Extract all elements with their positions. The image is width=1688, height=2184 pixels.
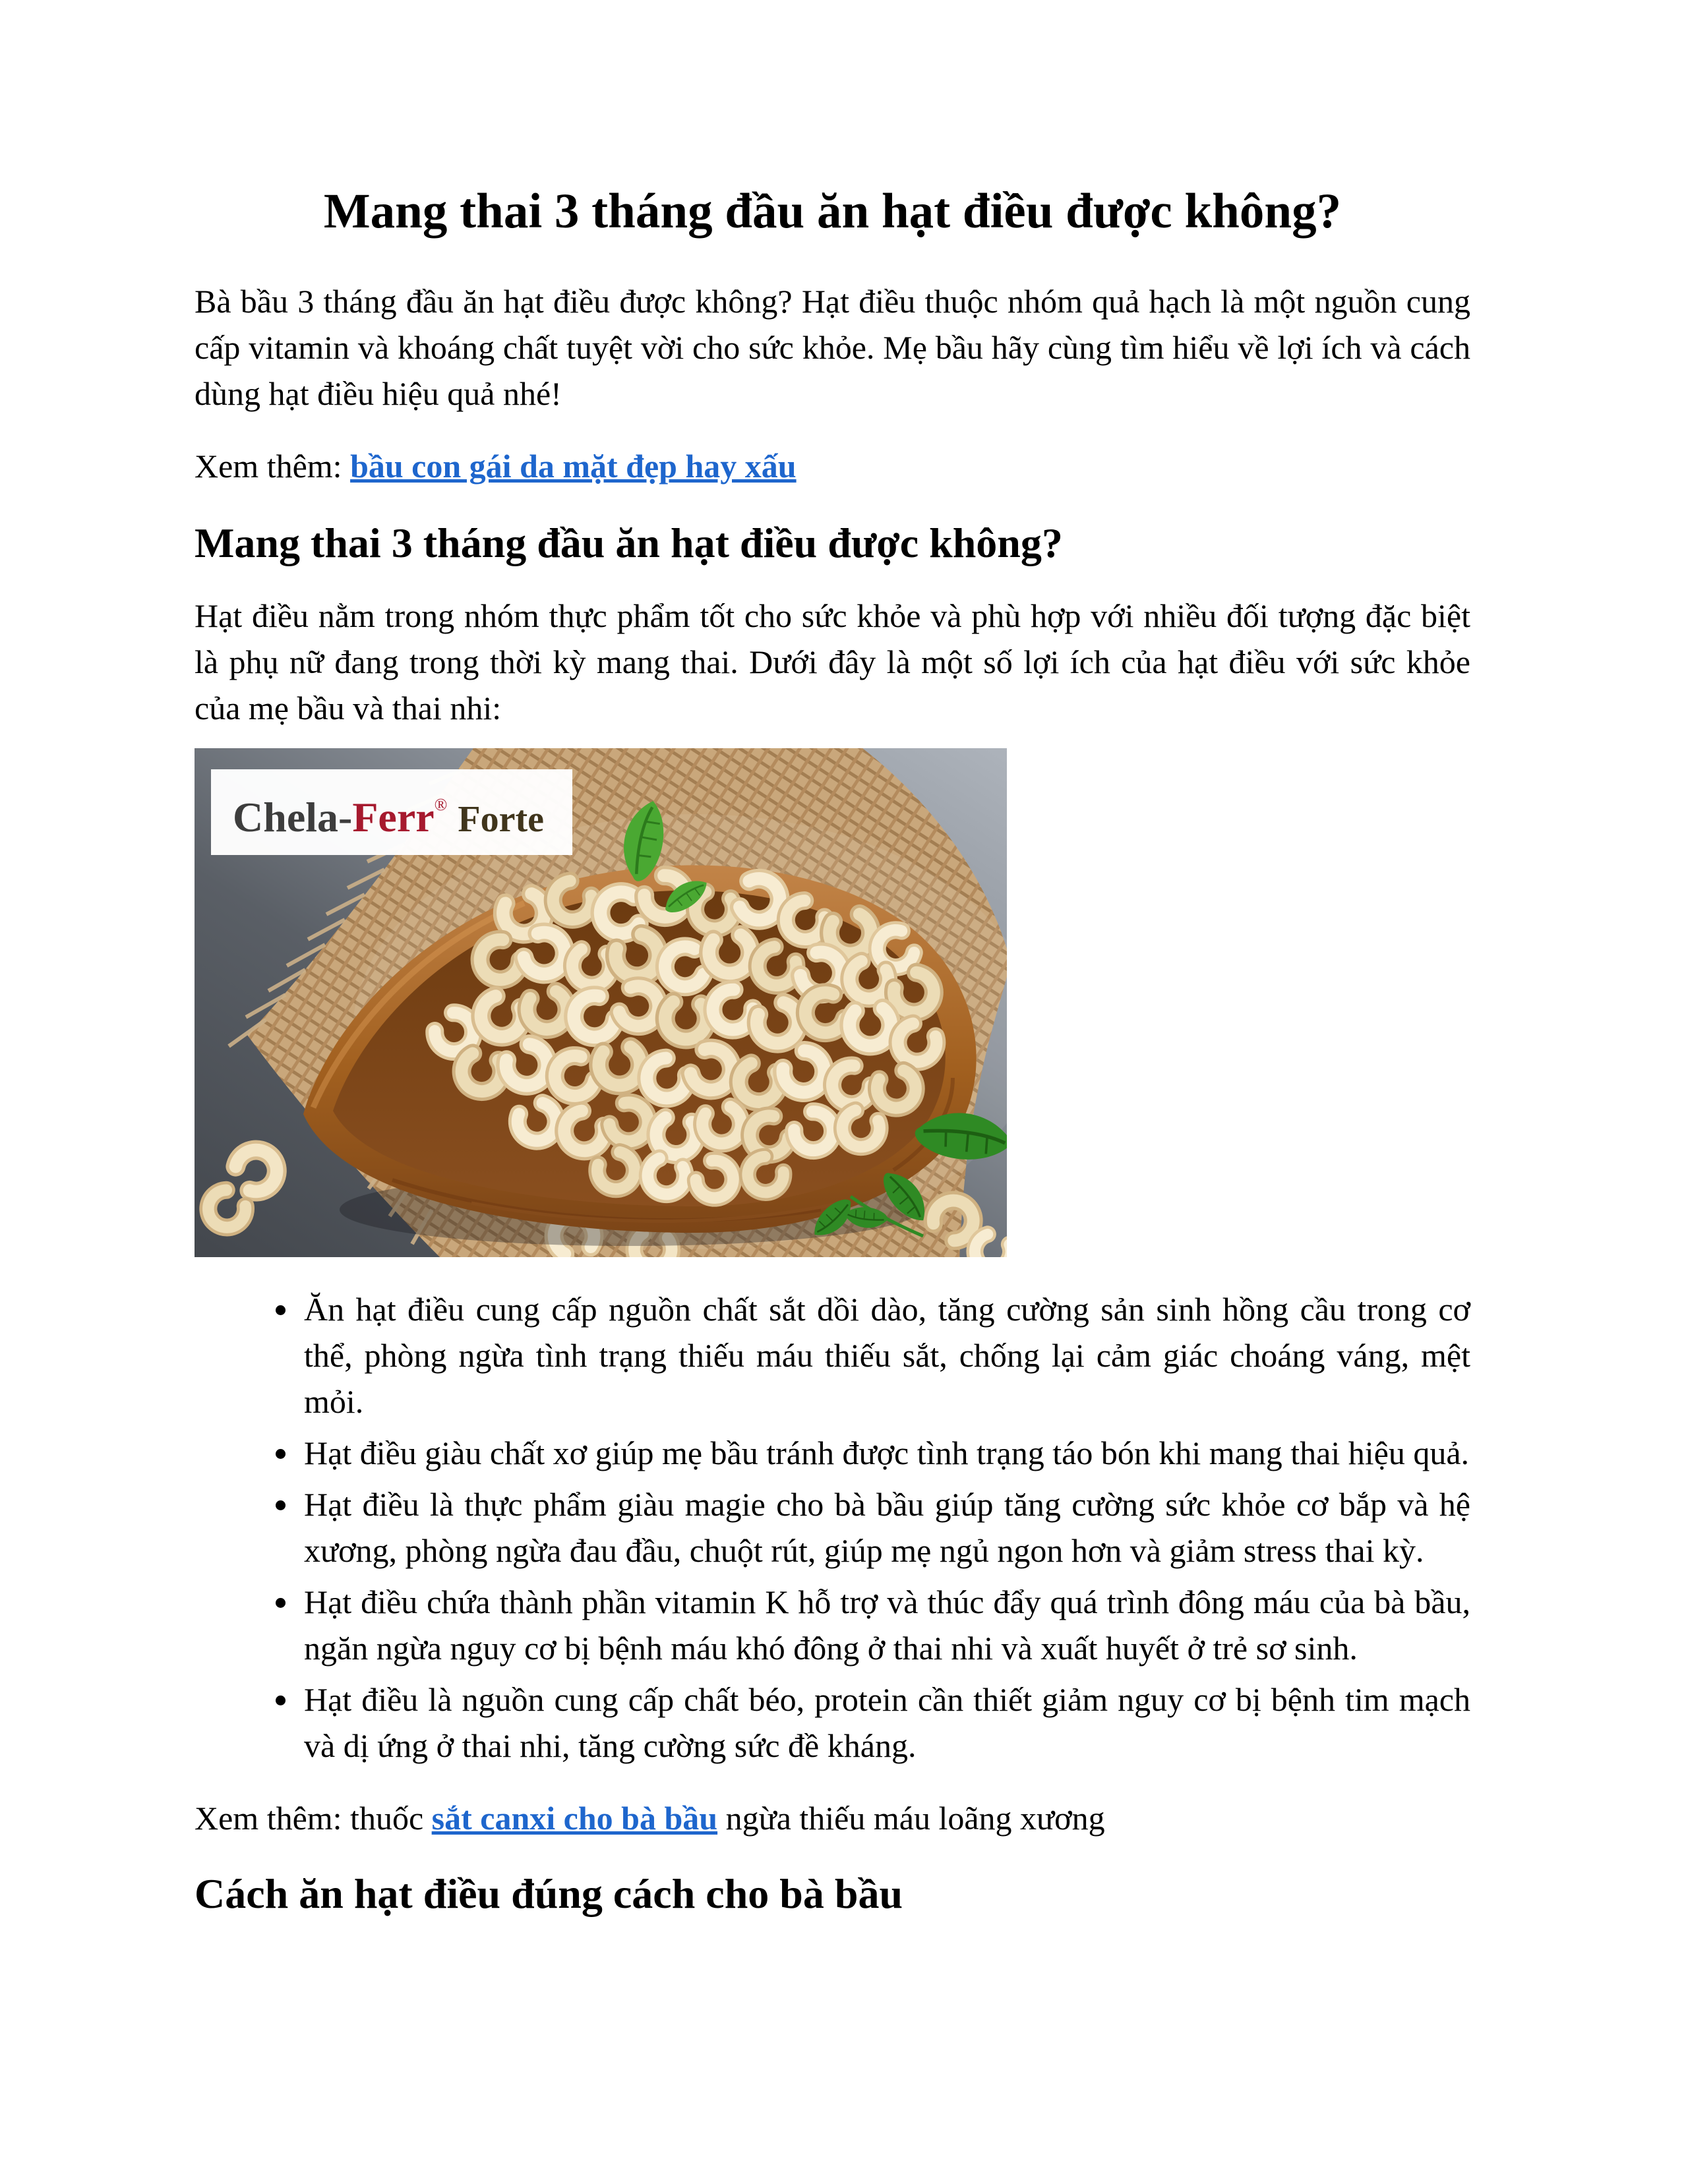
benefit-item: • Hạt điều là nguồn cung cấp chất béo, protein cần thiết giảm nguy cơ bị bệnh tim mạch và dị ứng ở thai nhi, tăng cường sức đề kháng. <box>300 1676 1470 1769</box>
see-more-line-1 <box>195 443 1470 489</box>
brand-part-chela: Chela- <box>233 794 353 841</box>
benefits-heading: Mang thai 3 tháng đầu ăn hạt điều được không? <box>195 519 1063 567</box>
benefit-item: • Hạt điều chứa thành phần vitamin K hỗ trợ và thúc đẩy quá trình đông máu của bà bầu, ngăn ngừa nguy cơ bị bệnh máu khó đông ở thai nhi và xuất huyết ở trẻ sơ sinh. <box>300 1579 1470 1671</box>
benefit-item: • Hạt điều giàu chất xơ giúp mẹ bầu tránh được tình trạng táo bón khi mang thai hiệu quả. <box>300 1430 1470 1476</box>
brand-text <box>233 794 544 841</box>
brand-watermark <box>211 769 572 855</box>
see-more-2-suffix: ngừa thiếu máu loãng xương <box>717 1800 1105 1837</box>
benefits-list <box>195 1286 1470 1769</box>
brand-registered-mark: ® <box>434 795 448 815</box>
benefits-intro-paragraph: Hạt điều nằm trong nhóm thực phẩm tốt cho sức khỏe và phù hợp với nhiều đối tượng đặc biệt là phụ nữ đang trong thời kỳ mang thai. Dưới đây là một số lợi ích của hạt điều với sức khỏe của mẹ bầu và thai nhi: <box>195 597 1470 727</box>
page-title: Mang thai 3 tháng đầu ăn hạt điều được không? <box>323 184 1342 239</box>
see-more-1-link[interactable]: bầu con gái da mặt đẹp hay xấu <box>350 448 797 485</box>
benefit-item: • Hạt điều là thực phẩm giàu magie cho bà bầu giúp tăng cường sức khỏe cơ bắp và hệ xương, phòng ngừa đau đầu, chuột rút, giúp mẹ ngủ ngon hơn và giảm stress thai kỳ. <box>300 1481 1470 1574</box>
see-more-1-prefix: Xem thêm: <box>195 448 351 485</box>
see-more-line-2 <box>195 1795 1470 1841</box>
next-section-heading: Cách ăn hạt điều đúng cách cho bà bầu <box>195 1870 903 1918</box>
cashew-photo <box>195 748 1007 1257</box>
brand-part-ferr: Ferr <box>352 794 435 841</box>
see-more-2-prefix: Xem thêm: thuốc <box>195 1800 432 1837</box>
intro-paragraph: Bà bầu 3 tháng đầu ăn hạt điều được không? Hạt điều thuộc nhóm quả hạch là một nguồn cung cấp vitamin và khoáng chất tuyệt vời cho sức khỏe. Mẹ bầu hãy cùng tìm hiểu về lợi ích và cách dùng hạt điều hiệu quả nhé! <box>195 283 1470 413</box>
brand-part-forte: Forte <box>458 799 544 841</box>
see-more-2-link[interactable]: sắt canxi cho bà bầu <box>431 1800 718 1837</box>
cashew-photo-graphic <box>195 748 1007 1257</box>
benefit-item: • Ăn hạt điều cung cấp nguồn chất sắt dồi dào, tăng cường sản sinh hồng cầu trong cơ thể, phòng ngừa tình trạng thiếu máu thiếu sắt, chống lại cảm giác choáng váng, mệt mỏi. <box>300 1286 1470 1425</box>
